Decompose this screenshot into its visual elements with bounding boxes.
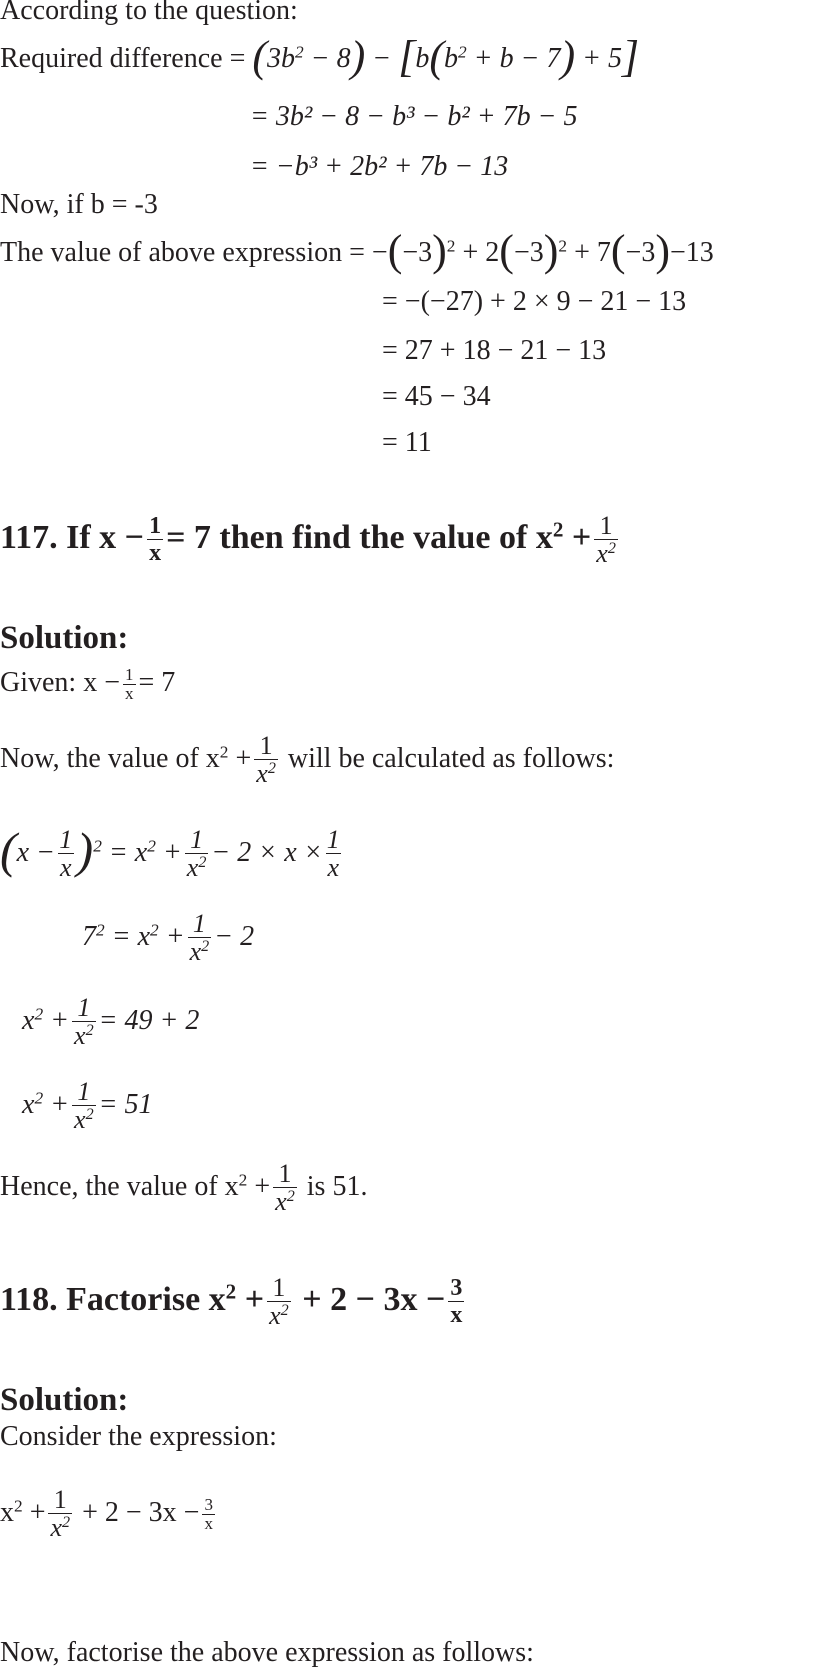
fraction bbox=[48, 1486, 72, 1543]
solution-heading: Solution: bbox=[0, 1382, 129, 1418]
required-difference-line bbox=[0, 32, 640, 81]
fraction: $\frac{1}{x^2}$ bbox=[74, 1077, 94, 1135]
question-number: 117. bbox=[0, 519, 58, 557]
question-117-heading: 117. If x − $\frac{1}{x}$ = 7 then find the value of $x^2$ + $\frac{1}{x^2}$ bbox=[0, 511, 616, 569]
numerator: 1 bbox=[125, 665, 134, 684]
math-expression: $-(-3)^2 + 2(-3)^2 + 7(-3)-13$ bbox=[371, 226, 714, 275]
math-expression: $(3b^2 - 8) - [b(b^2 + b - 7) + 5]$ bbox=[252, 32, 640, 81]
question-text: + 2 − 3x − bbox=[302, 1281, 446, 1319]
denominator: $x^2$ bbox=[596, 539, 616, 569]
denominator: $x^2$ bbox=[269, 1301, 289, 1331]
label: = 7 bbox=[138, 667, 176, 699]
fraction bbox=[254, 732, 278, 789]
numerator: 3 bbox=[450, 1275, 463, 1302]
rhs: = 51 bbox=[98, 1088, 153, 1120]
expression-value-line bbox=[0, 226, 714, 275]
math-step: $7^2 = x^2$ + $\frac{1}{x^2}$ − 2 bbox=[82, 909, 255, 967]
question-number: 118. bbox=[0, 1281, 58, 1319]
denominator: x bbox=[125, 683, 134, 703]
math-step: = 3b² − 8 − b³ − b² + 7b − 5 bbox=[250, 101, 578, 132]
fraction: $\frac{1}{x^2}$ bbox=[186, 825, 207, 883]
fraction: $\frac{1}{x^2}$ bbox=[189, 909, 210, 967]
question-text: = 7 then find the value of x bbox=[166, 519, 553, 557]
label: Required difference = bbox=[0, 43, 246, 74]
math-step: = 11 bbox=[382, 427, 432, 458]
exponent: 2 bbox=[238, 1170, 248, 1190]
denominator: $x^2$ bbox=[50, 1513, 71, 1543]
label: is 51. bbox=[306, 1170, 368, 1202]
now-line: Now, the value of $x^2$ + $\frac{1}{x^2}$ will be calculated as follows: bbox=[0, 731, 615, 789]
fraction bbox=[273, 1160, 297, 1217]
numerator: 1 bbox=[599, 511, 613, 540]
exponent: 2 bbox=[219, 742, 229, 762]
label: Hence, the value of x bbox=[0, 1170, 239, 1202]
numerator: 1 bbox=[149, 513, 162, 540]
label: will be calculated as follows: bbox=[287, 742, 615, 774]
math-step: $x^2$ + $\frac{1}{x^2}$ = 49 + 2 bbox=[22, 993, 200, 1051]
expression-text: + 2 − 3x − bbox=[82, 1496, 200, 1528]
math-step: = 27 + 18 − 21 − 13 bbox=[382, 335, 607, 366]
fraction bbox=[594, 512, 618, 569]
label: Now, the value of x bbox=[0, 742, 220, 774]
denominator: x bbox=[450, 1302, 463, 1329]
numerator: 3 bbox=[204, 1494, 213, 1514]
math-step: = −b³ + 2b² + 7b − 13 bbox=[250, 151, 509, 182]
text-line: According to the question: bbox=[0, 0, 298, 26]
denominator: x bbox=[149, 540, 162, 567]
question-text: Factorise x bbox=[66, 1281, 226, 1319]
text-line: Now, if b = -3 bbox=[0, 189, 158, 220]
math-step: = 45 − 34 bbox=[382, 381, 491, 412]
label: Given: x − bbox=[0, 667, 120, 699]
math-step: $x^2$ + $\frac{1}{x^2}$ = 51 bbox=[22, 1077, 153, 1135]
math-step: (x − $\frac{1}{x}$ )$^2 = x^2$ + $\frac{1}{x^2}$ − 2 × x × $\frac{1}{x}$ bbox=[0, 821, 340, 883]
math-step: = −(−27) + 2 × 9 − 21 − 13 bbox=[382, 286, 687, 317]
question-text: If x − bbox=[66, 519, 145, 557]
denominator: x bbox=[204, 1513, 213, 1533]
label: The value of above expression = bbox=[0, 237, 365, 268]
given-line bbox=[0, 666, 175, 704]
denominator: $x^2$ bbox=[275, 1187, 295, 1217]
numerator: 1 bbox=[53, 1485, 67, 1514]
fraction bbox=[448, 1276, 464, 1329]
exponent: 2 bbox=[225, 1279, 237, 1304]
denominator: $x^2$ bbox=[256, 759, 276, 789]
numerator: 1 bbox=[259, 731, 273, 760]
fraction bbox=[202, 1496, 215, 1534]
rhs: = 49 + 2 bbox=[98, 1004, 200, 1036]
fraction bbox=[267, 1274, 291, 1331]
fraction: $\frac{1}{x}$ bbox=[59, 825, 73, 883]
text-line: Now, factorise the above expression as follows: bbox=[0, 1637, 534, 1668]
expression-line: $x^2$ + $\frac{1}{x^2}$ + 2 − 3x − $\frac{3}{x}$ bbox=[0, 1485, 213, 1543]
solution-heading: Solution: bbox=[0, 620, 129, 656]
numerator: 1 bbox=[272, 1273, 286, 1302]
text-line: Consider the expression: bbox=[0, 1421, 277, 1452]
question-118-heading: 118. Factorise $x^2$ + $\frac{1}{x^2}$ + 2 − 3x − $\frac{3}{x}$ bbox=[0, 1273, 463, 1331]
fraction: $\frac{1}{x^2}$ bbox=[74, 993, 94, 1051]
exponent: 2 bbox=[14, 1496, 23, 1516]
fraction: $\frac{1}{x}$ bbox=[326, 825, 340, 883]
exponent: 2 bbox=[552, 517, 564, 542]
fraction bbox=[147, 514, 163, 567]
hence-line: Hence, the value of $x^2$ + $\frac{1}{x^2}$ is 51. bbox=[0, 1159, 368, 1217]
fraction bbox=[123, 666, 136, 704]
numerator: 1 bbox=[278, 1159, 292, 1188]
